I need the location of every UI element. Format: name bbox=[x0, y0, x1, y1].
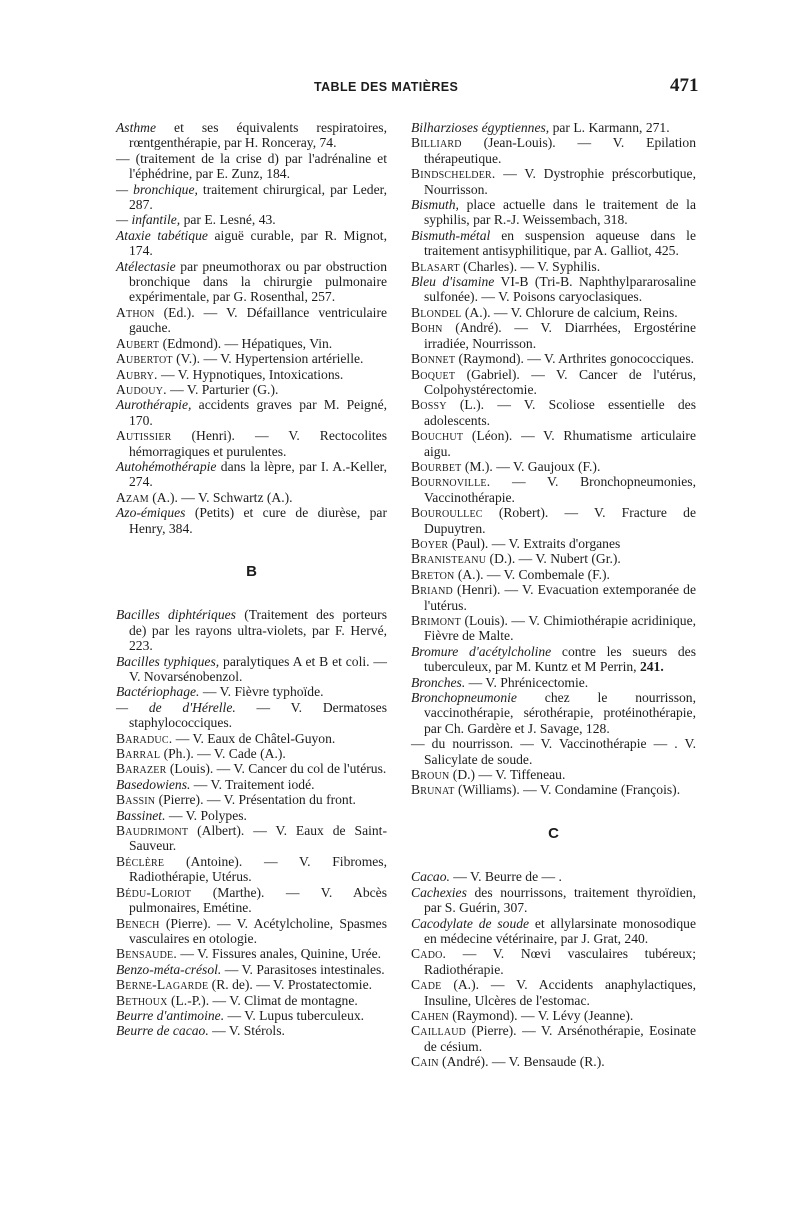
index-entry bbox=[411, 1054, 696, 1069]
entry-heading: Bacilles diphtériques bbox=[116, 607, 236, 623]
entry-text: par L. Karmann, 271. bbox=[549, 120, 670, 135]
entry-text: — V. Dermatoses staphylococciques. bbox=[129, 699, 387, 731]
entry-page-bold: 241. bbox=[639, 659, 664, 675]
entry-text: et ses équivalents respiratoires, rœntgenthérapie, par H. Ronceray, 74. bbox=[129, 120, 387, 151]
entry-text: (A.). — V. Accidents anaphylactiques, Insuline, Ulcères de l'estomac. bbox=[424, 977, 696, 1008]
entry-text: des nourrissons, traitement thyroïdien, par S. Guérin, 307. bbox=[424, 884, 696, 916]
index-entry bbox=[411, 613, 696, 644]
entry-text: (Robert). — V. Fracture de Dupuytren. bbox=[424, 505, 696, 536]
right-column bbox=[411, 120, 696, 1070]
entry-author: Berne-Lagarde bbox=[116, 977, 209, 993]
running-title: TABLE DES MATIÈRES bbox=[314, 80, 459, 94]
entry-author: Barral bbox=[116, 746, 161, 762]
entry-author: Audouy. bbox=[116, 381, 167, 397]
entry-author: Azam bbox=[116, 489, 149, 505]
entry-text: dans la lèpre, par I. A.-Keller, 274. bbox=[129, 458, 387, 490]
entry-heading: Bismuth-métal bbox=[411, 227, 491, 243]
entry-author: Bédu-Loriot bbox=[116, 884, 192, 900]
index-entry bbox=[411, 228, 696, 259]
entry-text: (André). — V. Diarrhées, Ergostérine irradiée, Nourrisson. bbox=[424, 320, 696, 351]
entry-text: (Pierre). — V. Acétylcholine, Spasmes vasculaires en otologie. bbox=[129, 915, 387, 946]
entry-author: Cain bbox=[411, 1054, 439, 1070]
index-entry bbox=[116, 731, 387, 746]
entry-text: (A.). — V. Schwartz (A.). bbox=[148, 489, 293, 505]
entry-heading: Bleu d'isamine bbox=[411, 274, 495, 290]
index-entry bbox=[116, 977, 387, 992]
entry-author: Aubry. bbox=[116, 366, 158, 382]
entry-text: — V. Eaux de Châtel-Guyon. bbox=[172, 730, 336, 746]
entry-author: Bassin bbox=[116, 792, 156, 808]
index-entry bbox=[116, 700, 387, 731]
index-entry bbox=[411, 397, 696, 428]
entry-text: (Louis). — V. Cancer du col de l'utérus. bbox=[166, 761, 387, 777]
entry-text: — V. Fièvre typhoïde. bbox=[199, 684, 324, 700]
index-entry bbox=[411, 135, 696, 166]
entry-author: Bossy bbox=[411, 397, 447, 413]
entry-author: Bethoux bbox=[116, 992, 168, 1008]
index-entry bbox=[116, 916, 387, 947]
entry-heading: Cachexies bbox=[411, 884, 467, 900]
index-entry bbox=[411, 351, 696, 366]
section-letter-c: C bbox=[548, 824, 559, 842]
entry-text: (Ph.). — V. Cade (A.). bbox=[160, 746, 286, 762]
entry-text: (Marthe). — V. Abcès pulmonaires, Emétine. bbox=[129, 884, 387, 916]
entry-heading: Bronchopneumonie bbox=[411, 690, 517, 706]
entry-text: (Williams). — V. Condamine (François). bbox=[454, 782, 681, 798]
index-entry bbox=[411, 767, 696, 782]
entry-text: VI-B (Tri-B. Naphthylpararosaline sulfonée). — V. Poisons caryoclasiques. bbox=[424, 274, 696, 305]
index-entry bbox=[116, 259, 387, 305]
entry-text: (V.). — V. Hypertension artérielle. bbox=[172, 351, 364, 367]
entry-author: Bindschelder. bbox=[411, 166, 496, 182]
index-entry bbox=[116, 1008, 387, 1023]
index-entry bbox=[116, 761, 387, 776]
entry-heading: — de d'Hérelle. bbox=[116, 699, 236, 715]
entry-text: (A.). — V. Chlorure de calcium, Reins. bbox=[461, 304, 678, 320]
index-entry bbox=[411, 1023, 696, 1054]
index-entry bbox=[411, 690, 696, 736]
index-entry bbox=[411, 946, 696, 977]
index-entry bbox=[116, 351, 387, 366]
index-entry bbox=[116, 459, 387, 490]
entry-heading: Cacao. bbox=[411, 869, 450, 885]
entry-text: (Raymond). — V. Lévy (Jeanne). bbox=[448, 1007, 634, 1023]
index-entry bbox=[411, 274, 696, 305]
entry-text: paralytiques A et B et coli. — V. Novarsénobenzol. bbox=[129, 653, 388, 684]
entry-text: (Charles). — V. Syphilis. bbox=[459, 258, 601, 274]
entry-text: (Edmond). — Hépatiques, Vin. bbox=[159, 335, 333, 351]
entry-heading: Autohémothérapie bbox=[116, 458, 217, 474]
entry-text: et allylarsinate monosodique en médecine vétérinaire, par J. Grat, 240. bbox=[424, 915, 696, 946]
index-entry bbox=[116, 120, 387, 151]
entry-text: accidents graves par M. Peigné, 170. bbox=[129, 397, 387, 428]
index-entry bbox=[116, 490, 387, 505]
entry-text: (Paul). — V. Extraits d'organes bbox=[448, 535, 621, 551]
left-column bbox=[116, 120, 387, 1039]
entry-text: (Raymond). — V. Arthrites gonococciques. bbox=[455, 351, 695, 367]
entry-author: Benech bbox=[116, 915, 160, 931]
entry-author: Cade bbox=[411, 977, 442, 993]
index-entry bbox=[411, 428, 696, 459]
entry-text: (Henri). — V. Evacuation extemporanée de l'utérus. bbox=[424, 582, 696, 613]
entry-heading: Basedowiens. bbox=[116, 776, 191, 792]
entry-author: Cado. bbox=[411, 946, 447, 962]
entry-text: — V. Stérols. bbox=[208, 1023, 285, 1039]
index-entry bbox=[411, 474, 696, 505]
entry-text: (Traitement des porteurs de) par les rayons ultra-violets, par F. Hervé, 223. bbox=[129, 607, 387, 654]
entry-heading: Aurothérapie, bbox=[116, 397, 192, 413]
entry-author: Bournoville. bbox=[411, 474, 491, 490]
entry-text: place actuelle dans le traitement de la syphilis, par R.-J. Weissembach, 318. bbox=[424, 197, 696, 228]
entry-heading: Bilharzioses égyptiennes, bbox=[411, 120, 550, 135]
index-entry bbox=[411, 916, 696, 947]
index-entry bbox=[116, 1023, 387, 1038]
index-entry bbox=[411, 367, 696, 398]
index-entry bbox=[411, 644, 696, 675]
entry-text: chez le nourrisson, vaccinothérapie, sérothérapie, protéinothérapie, par Ch. Gardère et J. Savage, 128. bbox=[424, 690, 696, 736]
entry-author: Autissier bbox=[116, 428, 172, 444]
entry-text: (Jean-Louis). — V. Epilation thérapeutique. bbox=[424, 135, 696, 166]
entry-author: Breton bbox=[411, 566, 455, 582]
entry-text: (Pierre). — V. Présentation du front. bbox=[155, 792, 356, 808]
page-number: 471 bbox=[670, 75, 699, 96]
entry-text: (D.). — V. Nubert (Gr.). bbox=[486, 551, 621, 567]
entry-text: par pneumothorax ou par obstruction bronchique dans la chirurgie pulmonaire expérimentale, par G. Rosenthal, 257. bbox=[129, 258, 387, 305]
entry-text: — V. Traitement iodé. bbox=[190, 776, 315, 792]
index-entry bbox=[116, 397, 387, 428]
entry-text: — V. Hypnotiques, Intoxications. bbox=[157, 366, 344, 382]
index-entry bbox=[411, 505, 696, 536]
entry-heading: Bromure d'acétylcholine bbox=[411, 643, 552, 659]
entry-text: (Gabriel). — V. Cancer de l'utérus, Colpohystérectomie. bbox=[424, 366, 696, 397]
entry-text: (Henri). — V. Rectocolites hémorragiques et purulentes. bbox=[129, 428, 387, 459]
entry-author: Blasart bbox=[411, 258, 460, 274]
entries-a-list bbox=[116, 120, 387, 536]
entry-text: traitement chirurgical, par Leder, 287. bbox=[129, 181, 388, 213]
entries-c-list bbox=[411, 869, 696, 1069]
entry-author: Bourbet bbox=[411, 458, 462, 474]
index-entry bbox=[116, 792, 387, 807]
entry-author: Bonnet bbox=[411, 351, 456, 367]
entry-heading: Bismuth, bbox=[411, 197, 459, 213]
entry-text: — du nourrisson. — V. Vaccinothérapie — . V. Salicylate de soude. bbox=[411, 736, 696, 767]
entry-heading: Bacilles typhiques, bbox=[116, 653, 220, 669]
entry-text: aiguë curable, par R. Mignot, 174. bbox=[129, 227, 387, 259]
entry-author: Cahen bbox=[411, 1007, 449, 1023]
entry-text: contre les sueurs des tuberculeux, par M. Kuntz et M Perrin, bbox=[424, 643, 696, 675]
index-entry bbox=[116, 885, 387, 916]
entry-heading: Beurre d'antimoine. bbox=[116, 1007, 225, 1023]
entries-b-continued-list bbox=[411, 120, 696, 798]
index-entry bbox=[116, 228, 387, 259]
entry-author: Béclère bbox=[116, 853, 165, 869]
entry-heading: Bronches. bbox=[411, 674, 466, 690]
entry-heading: Benzo-méta-crésol. bbox=[116, 961, 222, 977]
entry-text: (L.-P.). — V. Climat de montagne. bbox=[167, 992, 358, 1008]
index-entry bbox=[116, 505, 387, 536]
index-entry bbox=[116, 808, 387, 823]
entry-text: — V. Beurre de — . bbox=[449, 869, 562, 885]
index-entry bbox=[116, 746, 387, 761]
entry-heading: Atélectasie bbox=[116, 258, 176, 274]
index-entry bbox=[411, 582, 696, 613]
index-entry bbox=[411, 551, 696, 566]
entry-author: Blondel bbox=[411, 304, 462, 320]
index-entry bbox=[411, 869, 696, 884]
entry-text: (M.). — V. Gaujoux (F.). bbox=[461, 458, 601, 474]
index-entry bbox=[116, 777, 387, 792]
index-entry bbox=[116, 854, 387, 885]
entry-text: — V. Parturier (G.). bbox=[166, 381, 279, 397]
entry-heading: Bactériophage. bbox=[116, 684, 200, 700]
entry-author: Athon bbox=[116, 304, 155, 320]
index-entry bbox=[411, 166, 696, 197]
index-entry bbox=[116, 382, 387, 397]
entry-text: (Ed.). — V. Défaillance ventriculaire gauche. bbox=[129, 304, 387, 336]
entry-author: Bensaude. bbox=[116, 946, 177, 962]
entry-text: — V. Parasitoses intestinales. bbox=[221, 961, 385, 977]
section-letter-b: B bbox=[246, 562, 257, 580]
entry-text: — V. Fissures anales, Quinine, Urée. bbox=[176, 946, 382, 962]
entry-text: — V. Lupus tuberculeux. bbox=[224, 1007, 365, 1023]
index-entry bbox=[411, 120, 696, 135]
entry-text: — V. Bronchopneumonies, Vaccinothérapie. bbox=[424, 474, 696, 505]
entry-text: par E. Lesné, 43. bbox=[180, 212, 276, 228]
index-entry bbox=[411, 320, 696, 351]
index-entry bbox=[116, 823, 387, 854]
index-entry bbox=[116, 607, 387, 653]
entry-author: Bouchut bbox=[411, 428, 464, 444]
entry-text: (L.). — V. Scoliose essentielle des adolescents. bbox=[424, 397, 696, 428]
entry-heading: — bronchique, bbox=[116, 181, 198, 197]
entry-author: Caillaud bbox=[411, 1023, 467, 1039]
entry-text: (Louis). — V. Chimiothérapie acridinique, Fièvre de Malte. bbox=[424, 613, 696, 644]
entry-author: Billiard bbox=[411, 135, 462, 151]
index-entry bbox=[411, 736, 696, 767]
entry-text: — (traitement de la crise d) par l'adrénaline et l'éphédrine, par E. Zunz, 184. bbox=[116, 150, 387, 182]
entry-author: Branisteanu bbox=[411, 551, 487, 567]
page-header bbox=[0, 75, 800, 102]
entry-author: Bohn bbox=[411, 320, 443, 336]
index-entry bbox=[411, 536, 696, 551]
entry-heading: Ataxie tabétique bbox=[116, 227, 208, 243]
index-entry bbox=[411, 259, 696, 274]
entry-author: Boquet bbox=[411, 366, 456, 382]
index-entry bbox=[116, 151, 387, 182]
index-entry bbox=[411, 1008, 696, 1023]
index-entry bbox=[116, 962, 387, 977]
index-entry bbox=[411, 885, 696, 916]
entry-author: Brunat bbox=[411, 782, 455, 798]
entry-text: — V. Polypes. bbox=[165, 807, 247, 823]
entry-text: — V. Dystrophie préscorbutique, Nourrisson. bbox=[424, 166, 696, 197]
index-entry bbox=[411, 782, 696, 797]
entry-author: Aubertot bbox=[116, 351, 173, 367]
entry-text: en suspension aqueuse dans le traitement antisyphilitique, par A. Galliot, 425. bbox=[424, 227, 696, 259]
entry-author: Brimont bbox=[411, 613, 461, 628]
entry-text: (Petits) et cure de diurèse, par Henry, 384. bbox=[129, 505, 387, 536]
entry-text: (Antoine). — V. Fibromes, Radiothérapie, Utérus. bbox=[129, 853, 387, 885]
entry-heading: — infantile, bbox=[116, 212, 181, 228]
entry-heading: Bassinet. bbox=[116, 807, 166, 823]
entry-author: Broun bbox=[411, 767, 450, 783]
index-entry bbox=[116, 212, 387, 227]
entry-author: Baudrimont bbox=[116, 823, 189, 839]
index-entry bbox=[411, 977, 696, 1008]
entry-text: (Léon). — V. Rhumatisme articulaire aigu. bbox=[424, 428, 696, 459]
index-entry bbox=[116, 946, 387, 961]
index-entry bbox=[116, 654, 387, 685]
entry-text: (André). — V. Bensaude (R.). bbox=[438, 1054, 605, 1070]
index-entry bbox=[411, 305, 696, 320]
entry-author: Bouroullec bbox=[411, 505, 483, 521]
entry-heading: Azo-émiques bbox=[116, 505, 186, 521]
index-entry bbox=[116, 367, 387, 382]
entry-text: (R. de). — V. Prostatectomie. bbox=[208, 977, 373, 993]
entry-author: Barazer bbox=[116, 761, 167, 777]
index-entry bbox=[116, 182, 387, 213]
index-entry bbox=[411, 675, 696, 690]
index-entry bbox=[411, 459, 696, 474]
entry-author: Aubert bbox=[116, 335, 160, 351]
entries-b-list bbox=[116, 607, 387, 1038]
entry-text: (Albert). — V. Eaux de Saint-Sauveur. bbox=[129, 823, 387, 854]
index-entry bbox=[116, 428, 387, 459]
entry-text: — V. Phrénicectomie. bbox=[465, 674, 589, 690]
entry-text: (D.) — V. Tiffeneau. bbox=[449, 767, 566, 783]
entry-text: (Pierre). — V. Arsénothérapie, Eosinate de césium. bbox=[424, 1023, 696, 1054]
index-entry bbox=[116, 684, 387, 699]
entry-text: — V. Nœvi vasculaires tubéreux; Radiothérapie. bbox=[424, 946, 696, 977]
entry-author: Briand bbox=[411, 582, 453, 598]
index-entry bbox=[116, 305, 387, 336]
entry-author: Boyer bbox=[411, 535, 449, 551]
entry-heading: Cacodylate de soude bbox=[411, 915, 530, 931]
index-entry bbox=[411, 197, 696, 228]
entry-heading: Beurre de cacao. bbox=[116, 1023, 209, 1039]
entry-author: Baraduc. bbox=[116, 730, 173, 746]
entry-text: (A.). — V. Combemale (F.). bbox=[454, 566, 610, 582]
index-entry bbox=[411, 567, 696, 582]
entry-heading: Asthme bbox=[116, 120, 157, 135]
index-entry bbox=[116, 336, 387, 351]
index-entry bbox=[116, 993, 387, 1008]
